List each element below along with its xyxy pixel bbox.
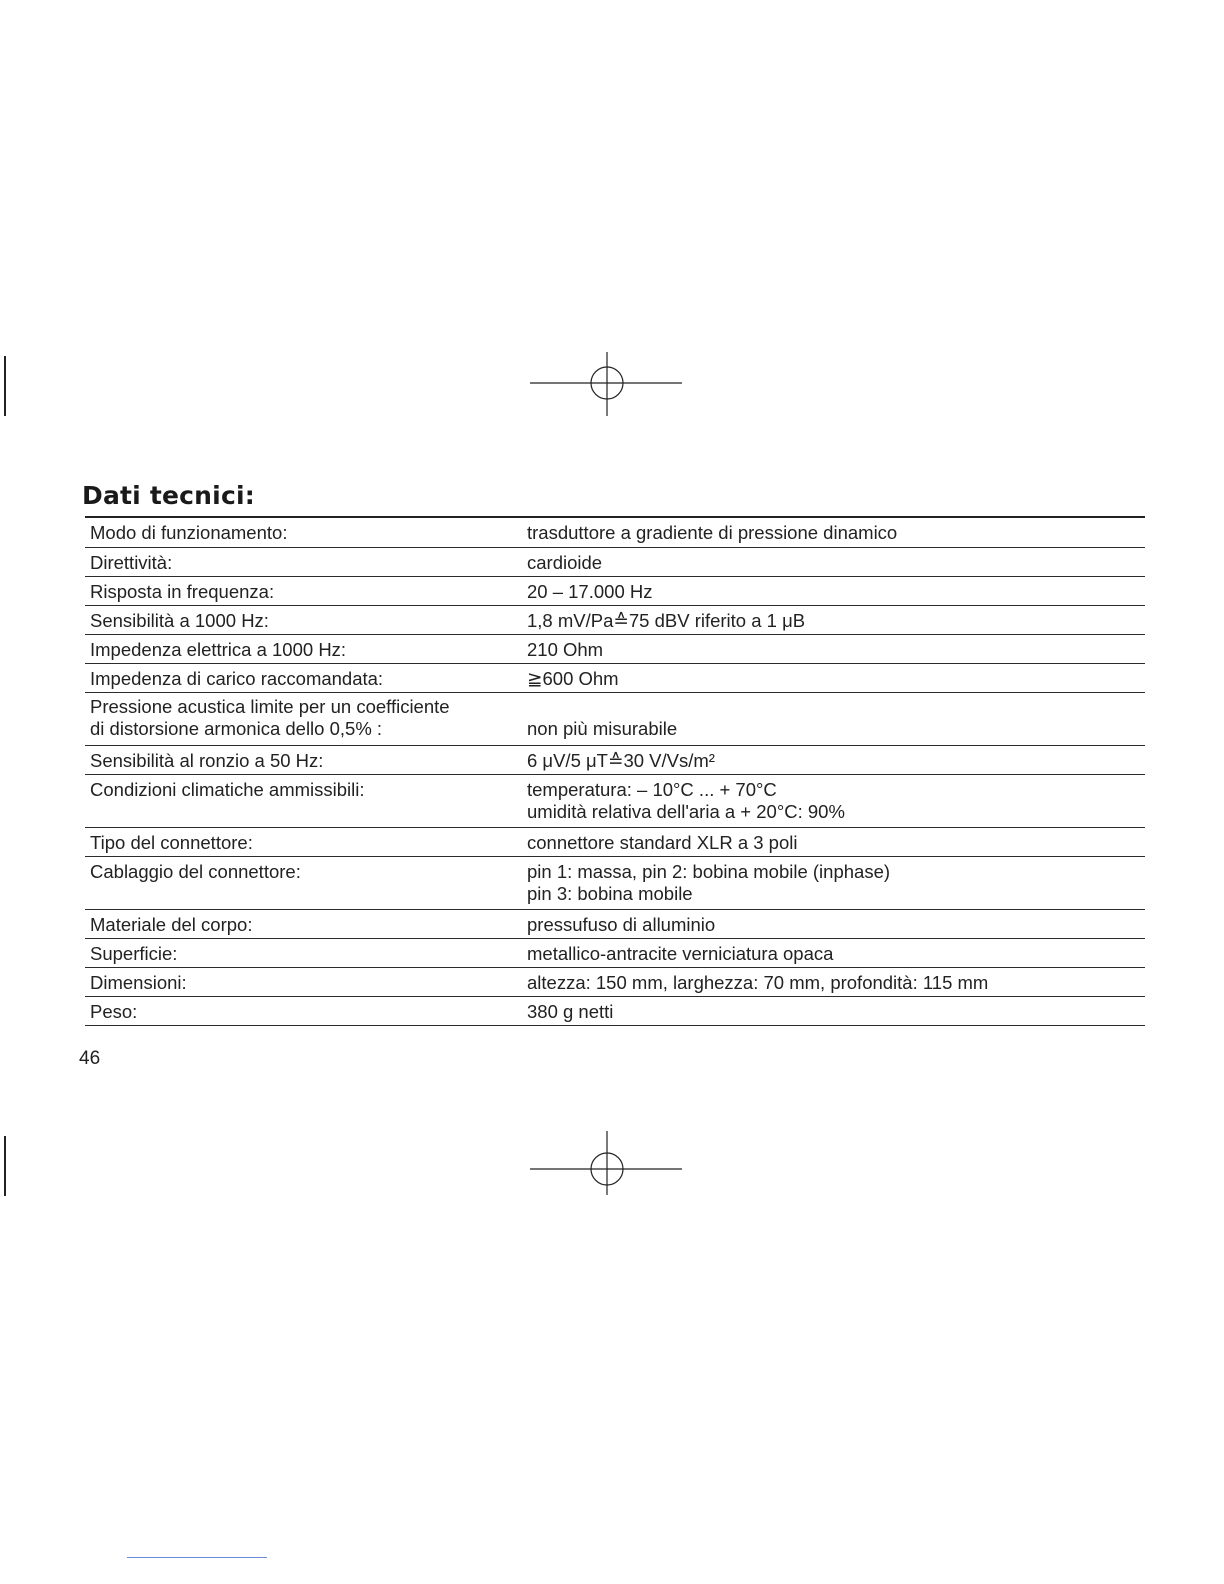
page-title: Dati tecnici: <box>82 481 255 510</box>
specs-table <box>85 516 1145 1026</box>
table-row <box>85 775 1145 828</box>
spec-label: Superficie: <box>90 943 178 964</box>
table-row <box>85 857 1145 910</box>
registration-mark-icon <box>530 352 682 416</box>
spec-value: connettore standard XLR a 3 poli <box>527 832 798 853</box>
spec-label: Sensibilità al ronzio a 50 Hz: <box>90 750 324 771</box>
crop-mark-left-bottom <box>4 1136 6 1196</box>
spec-label: Risposta in frequenza: <box>90 581 275 602</box>
crop-mark-left-top <box>4 356 6 416</box>
spec-value: 380 g netti <box>527 1001 614 1022</box>
spec-label: Materiale del corpo: <box>90 914 253 935</box>
spec-value: 1,8 mV/Pa≙75 dBV riferito a 1 μB <box>527 610 806 631</box>
spec-value: metallico-antracite verniciatura opaca <box>527 943 834 964</box>
spec-label: Condizioni climatiche ammissibili: <box>90 779 365 800</box>
bottom-rule <box>127 1557 267 1558</box>
spec-value: pressufuso di alluminio <box>527 914 716 935</box>
page-number: 46 <box>79 1048 101 1069</box>
table-row <box>85 968 1145 997</box>
table-row <box>85 577 1145 606</box>
spec-value: trasduttore a gradiente di pressione dinamico <box>527 522 898 543</box>
table-row <box>85 606 1145 635</box>
spec-label: Peso: <box>90 1001 138 1022</box>
spec-value: 6 μV/5 μT≙30 V/Vs/m² <box>527 750 715 771</box>
spec-label: Tipo del connettore: <box>90 832 253 853</box>
table-row <box>85 693 1145 746</box>
spec-label: Impedenza di carico raccomandata: <box>90 668 384 689</box>
table-row <box>85 828 1145 857</box>
spec-value: 20 – 17.000 Hz <box>527 581 653 602</box>
table-row <box>85 746 1145 775</box>
registration-mark-icon <box>530 1131 682 1195</box>
table-row <box>85 518 1145 548</box>
spec-label: Dimensioni: <box>90 972 187 993</box>
spec-label: Pressione acustica limite per un coefficiente di distorsione armonica dello 0,5% : <box>90 696 450 739</box>
spec-label: Sensibilità a 1000 Hz: <box>90 610 269 631</box>
spec-label: Modo di funzionamento: <box>90 522 288 543</box>
spec-value: 210 Ohm <box>527 639 604 660</box>
table-row <box>85 997 1145 1026</box>
spec-value: ≧600 Ohm <box>527 668 619 689</box>
spec-label: Direttività: <box>90 552 173 573</box>
spec-label: Impedenza elettrica a 1000 Hz: <box>90 639 347 660</box>
spec-value: cardioide <box>527 552 603 573</box>
spec-value: altezza: 150 mm, larghezza: 70 mm, profondità: 115 mm <box>527 972 989 993</box>
table-row <box>85 939 1145 968</box>
spec-value: temperatura: – 10°C ... + 70°C umidità relativa dell'aria a + 20°C: 90% <box>527 779 845 822</box>
table-row <box>85 910 1145 939</box>
spec-value: pin 1: massa, pin 2: bobina mobile (inphase) pin 3: bobina mobile <box>527 861 891 904</box>
table-row <box>85 548 1145 577</box>
spec-value: non più misurabile <box>527 718 678 739</box>
table-row <box>85 664 1145 693</box>
table-row <box>85 635 1145 664</box>
spec-label: Cablaggio del connettore: <box>90 861 301 882</box>
